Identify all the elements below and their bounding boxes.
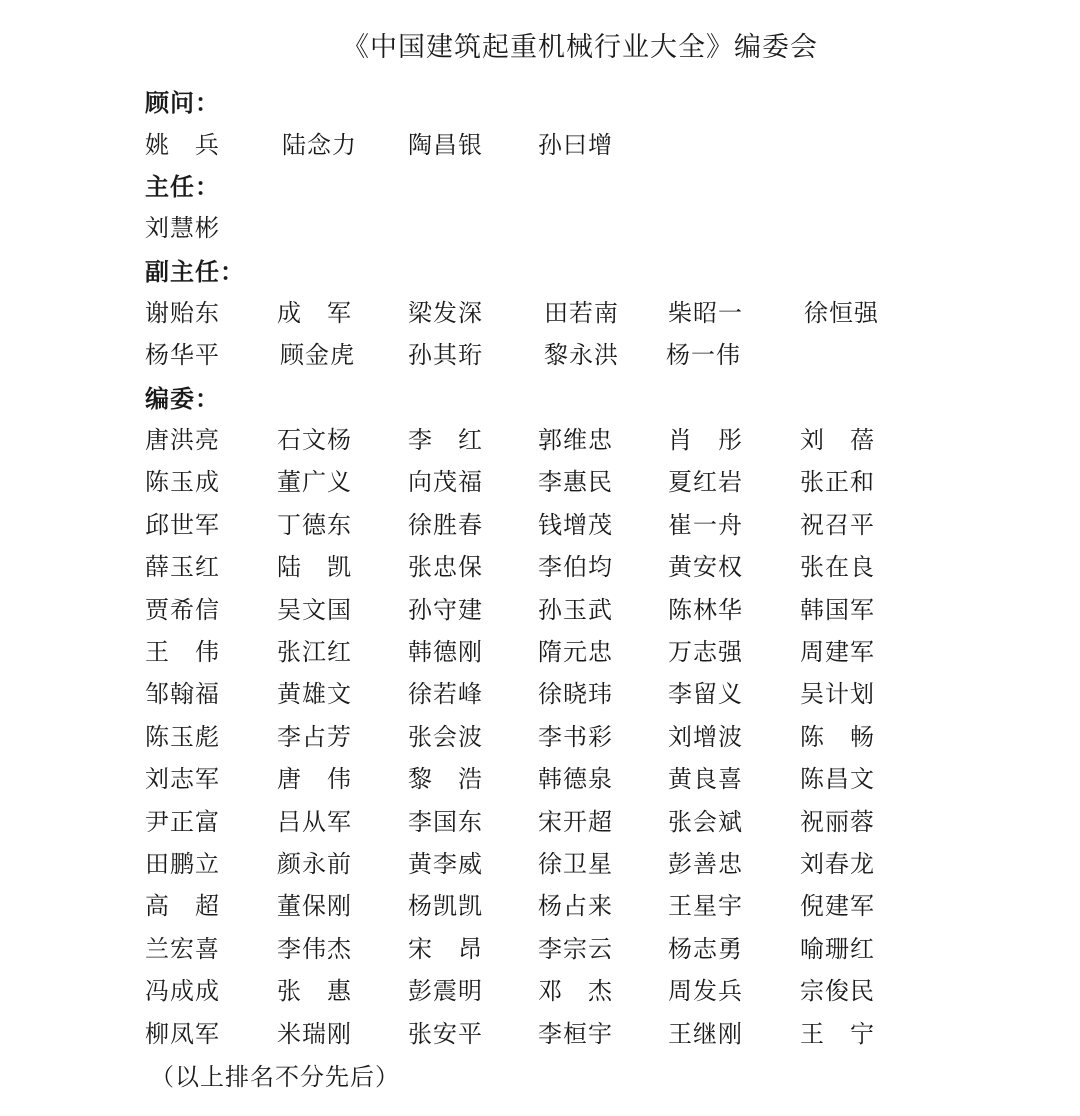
name-row: [0, 930, 1080, 968]
member-name: 祝丽蓉: [800, 808, 875, 836]
member-name: 李书彩: [538, 723, 613, 751]
member-name: 万志强: [668, 638, 743, 666]
member-name: 徐恒强: [804, 299, 879, 327]
document-title: 《中国建筑起重机械行业大全》编委会: [342, 32, 818, 63]
member-name: 孙其珩: [408, 341, 483, 369]
member-name: 邹翰福: [145, 680, 220, 708]
member-name: 刘志军: [145, 765, 220, 793]
name-row: [0, 548, 1080, 586]
member-name: 李惠民: [538, 468, 613, 496]
member-name: 张江红: [277, 638, 352, 666]
member-name: 宋开超: [538, 808, 613, 836]
member-name: 张正和: [800, 468, 875, 496]
member-name: 高 超: [145, 892, 220, 920]
member-name: 董广义: [277, 468, 352, 496]
member-name: 谢贻东: [145, 299, 220, 327]
member-name: 薛玉红: [145, 553, 220, 581]
member-name: 柴昭一: [668, 299, 743, 327]
member-name: 贾希信: [145, 596, 220, 624]
member-name: 陆 凯: [277, 553, 352, 581]
member-name: 韩国军: [800, 596, 875, 624]
name-row: [0, 126, 1080, 164]
member-name: 孙守建: [408, 596, 483, 624]
member-name: 张 惠: [277, 977, 352, 1005]
member-name: 刘 蓓: [800, 426, 875, 454]
member-name: 向茂福: [408, 468, 483, 496]
member-name: 夏红岩: [668, 468, 743, 496]
member-name: 彭善忠: [668, 850, 743, 878]
member-name: 杨华平: [145, 341, 220, 369]
member-name: 隋元忠: [538, 638, 613, 666]
member-name: 倪建军: [800, 892, 875, 920]
member-name: 周发兵: [668, 977, 743, 1005]
member-name: 刘慧彬: [145, 214, 220, 242]
member-name: 宋 昂: [408, 935, 483, 963]
name-row: [0, 887, 1080, 925]
member-name: 陈玉彪: [145, 723, 220, 751]
member-name: 黄李威: [408, 850, 483, 878]
member-name: 吕从军: [277, 808, 352, 836]
name-row: [0, 591, 1080, 629]
member-name: 王继刚: [668, 1020, 743, 1048]
member-name: 李占芳: [277, 723, 352, 751]
member-name: 李桓宇: [538, 1020, 613, 1048]
member-name: 黎 浩: [408, 765, 483, 793]
member-name: 徐若峰: [408, 680, 483, 708]
member-name: 王 伟: [145, 638, 220, 666]
member-name: 李宗云: [538, 935, 613, 963]
member-name: 田若南: [544, 299, 619, 327]
member-name: 王 宁: [800, 1020, 875, 1048]
member-name: 徐晓玮: [538, 680, 613, 708]
member-name: 祝召平: [800, 511, 875, 539]
member-name: 李伯均: [538, 553, 613, 581]
member-name: 黎永洪: [544, 341, 619, 369]
member-name: 黄安权: [668, 553, 743, 581]
member-name: 颜永前: [277, 850, 352, 878]
name-row: [0, 972, 1080, 1010]
member-name: 石文杨: [277, 426, 352, 454]
name-row: [0, 675, 1080, 713]
member-name: 孙玉武: [538, 596, 613, 624]
member-name: 李国东: [408, 808, 483, 836]
member-name: 邓 杰: [538, 977, 613, 1005]
member-name: 陈 畅: [800, 723, 875, 751]
member-name: 米瑞刚: [277, 1020, 352, 1048]
member-name: 张在良: [800, 553, 875, 581]
name-row: [0, 718, 1080, 756]
member-name: 柳凤军: [145, 1020, 220, 1048]
name-row: [0, 1015, 1080, 1053]
name-row: [0, 294, 1080, 332]
member-name: 杨凯凯: [408, 892, 483, 920]
member-name: 韩德刚: [408, 638, 483, 666]
member-name: 刘增波: [668, 723, 743, 751]
member-name: 梁发深: [408, 299, 483, 327]
name-row: [0, 760, 1080, 798]
member-name: 钱增茂: [538, 511, 613, 539]
member-name: 陈玉成: [145, 468, 220, 496]
member-name: 刘春龙: [800, 850, 875, 878]
member-name: 冯成成: [145, 977, 220, 1005]
member-name: 李 红: [408, 426, 483, 454]
name-row: [0, 506, 1080, 544]
ranking-note: （以上排名不分先后）: [150, 1063, 400, 1091]
member-name: 陈昌文: [800, 765, 875, 793]
member-name: 田鹏立: [145, 850, 220, 878]
member-name: 张安平: [408, 1020, 483, 1048]
member-name: 李留义: [668, 680, 743, 708]
name-row: [0, 463, 1080, 501]
member-name: 黄良喜: [668, 765, 743, 793]
member-name: 崔一舟: [668, 511, 743, 539]
member-name: 杨一伟: [666, 341, 741, 369]
member-name: 李伟杰: [277, 935, 352, 963]
name-row: [0, 803, 1080, 841]
member-name: 杨志勇: [668, 935, 743, 963]
member-name: 韩德泉: [538, 765, 613, 793]
member-name: 唐洪亮: [145, 426, 220, 454]
member-name: 尹正富: [145, 808, 220, 836]
member-name: 成 军: [277, 299, 352, 327]
member-name: 姚 兵: [145, 131, 220, 159]
member-name: 周建军: [800, 638, 875, 666]
member-name: 陶昌银: [408, 131, 483, 159]
member-name: 邱世军: [145, 511, 220, 539]
member-name: 徐卫星: [538, 850, 613, 878]
member-name: 王星宇: [668, 892, 743, 920]
member-name: 徐胜春: [408, 511, 483, 539]
member-name: 张会斌: [668, 808, 743, 836]
member-name: 张会波: [408, 723, 483, 751]
member-name: 宗俊民: [800, 977, 875, 1005]
member-name: 吴文国: [277, 596, 352, 624]
member-name: 郭维忠: [538, 426, 613, 454]
member-name: 杨占来: [538, 892, 613, 920]
name-row: [0, 845, 1080, 883]
member-name: 张忠保: [408, 553, 483, 581]
member-name: 丁德东: [277, 511, 352, 539]
member-name: 黄雄文: [277, 680, 352, 708]
member-name: 孙曰增: [538, 131, 613, 159]
section-label-advisors: 顾问：: [145, 89, 220, 117]
member-name: 唐 伟: [277, 765, 352, 793]
member-name: 吴计划: [800, 680, 875, 708]
member-name: 陆念力: [282, 131, 357, 159]
member-name: 肖 彤: [668, 426, 743, 454]
section-label-director: 主任：: [145, 173, 220, 201]
name-row: [0, 421, 1080, 459]
member-name: 陈林华: [668, 596, 743, 624]
name-row: [0, 633, 1080, 671]
name-row: [0, 209, 1080, 247]
section-label-deputy-director: 副主任：: [145, 258, 245, 286]
section-label-editorial-board: 编委：: [145, 385, 220, 413]
member-name: 喻珊红: [800, 935, 875, 963]
member-name: 兰宏喜: [145, 935, 220, 963]
member-name: 董保刚: [277, 892, 352, 920]
name-row: [0, 336, 1080, 374]
member-name: 彭震明: [408, 977, 483, 1005]
member-name: 顾金虎: [280, 341, 355, 369]
